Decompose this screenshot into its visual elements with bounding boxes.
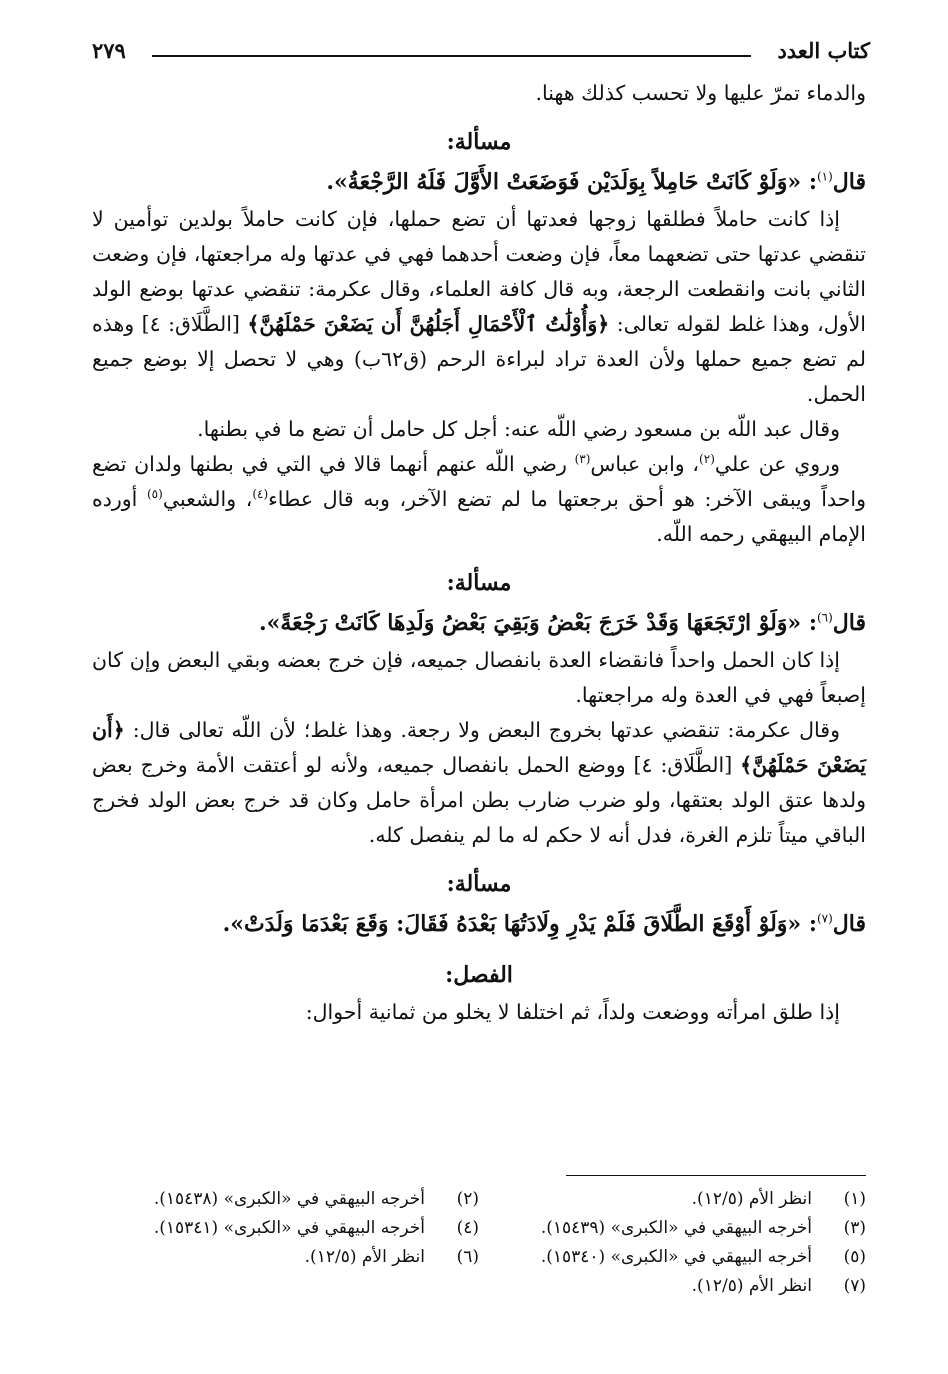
footnote-text: انظر الأم (١٢/٥).: [691, 1276, 812, 1296]
footnote-ref: (٢): [699, 452, 715, 467]
footnote-ref: (٣): [574, 452, 591, 467]
footnote: [479, 1185, 866, 1214]
paragraph-text: إذا كانت حاملاً فطلقها زوجها فعدتها أن تضع حملها، فإن كانت حاملاً بولدين توأمين لا تنقضي عدتها حتى تضعهما معاً، فإن وضعت أحدهما فهي في عدتها وله مراجعتها، فإن وضعت الثاني بانت وانقطعت الرجعة، وبه قال كافة العلماء، وقال عكرمة: تنقضي عدتها بوضع الولد الأول، وهذا غلط لقوله تعالى:: [92, 207, 866, 336]
footnote-text: أخرجه البيهقي في «الكبرى» (١٥٣٤١).: [153, 1218, 425, 1238]
footnote: [479, 1272, 866, 1301]
main-text: [92, 76, 866, 1030]
paragraph-text: ، والشعبي: [162, 487, 253, 511]
footnote-number: (٢): [456, 1189, 479, 1209]
footnote-text: انظر الأم (١٢/٥).: [304, 1247, 425, 1267]
footnote-number: (٣): [843, 1218, 866, 1238]
footnote-number: (٦): [456, 1247, 479, 1267]
paragraph-text: ، وابن عباس: [590, 452, 700, 476]
section-heading-1: مسألة:: [446, 129, 512, 155]
chapter-title: كتاب العدد: [777, 37, 870, 63]
qawl-text: : «وَلَوْ ارْتَجَعَهَا وَقَدْ خَرَجَ بَعْضُ وَبَقِيَ بَعْضُ وَلَدِهَا كَانَتْ رَجْعَةً».: [258, 610, 817, 636]
header-rule: [152, 55, 752, 57]
quoted-statement-3: [92, 904, 866, 944]
footnote-ref: (٧): [816, 911, 833, 926]
intro-line: والدماء تمرّ عليها ولا تحسب كذلك ههنا.: [535, 81, 866, 105]
qawl-prefix: قال: [832, 169, 866, 195]
qawl-text: : «وَلَوْ كَانَتْ حَامِلاً بِوَلَدَيْن فَوَضَعَتْ الأَوَّلَ فَلَهُ الرَّجْعَةُ».: [326, 169, 817, 195]
paragraph: [92, 202, 866, 412]
paragraph: إذا كان الحمل واحداً فانقضاء العدة بانفصال جميعه، فإن خرج بعضه وبقي البعض وإن كان إصبعاً فهي في العدة وله مراجعتها.: [92, 648, 866, 707]
footnote-row: [92, 1243, 866, 1272]
page-number: ٢٧٩: [92, 37, 126, 63]
qawl-prefix: قال: [832, 610, 866, 636]
footnote: [479, 1214, 866, 1243]
quoted-statement-2: [92, 603, 866, 643]
footnote: [92, 1243, 479, 1272]
footnote-number: (٥): [843, 1247, 866, 1267]
paragraph-text: [الطَّلَاق: ٤] وهذه لم تضع جميع حملها ولأن العدة تراد لبراءة الرحم (ق٦٢ب) وهي لا تحصل إلا بوضع جميع الحمل.: [92, 312, 866, 406]
footnote-text: أخرجه البيهقي في «الكبرى» (١٥٤٣٨).: [153, 1189, 425, 1209]
footnote: [92, 1185, 479, 1214]
footnote-row: [92, 1185, 866, 1214]
paragraph-text: [الطَّلَاق: ٤] ووضع الحمل بانفصال جميعه، ولأنه لو أعتقت الأمة وخرج بعض ولدها عتق الولد بعتقها، ولو ضرب ضارب بطن امرأة حامل وكان قد خرج بعض الولد فخرج الباقي ميتاً تلزم الغرة، فدل أنه لا حكم له ما لم ينفصل كله.: [92, 753, 866, 847]
footnote: [92, 1214, 479, 1243]
running-header: [92, 30, 870, 70]
quoted-statement-1: [92, 162, 866, 202]
paragraph: وقال عبد اللّه بن مسعود رضي اللّه عنه: أجل كل حامل أن تضع ما في بطنها.: [197, 417, 840, 441]
section-heading-3: مسألة:: [446, 871, 512, 897]
footnotes: [92, 1185, 866, 1301]
fasl-heading: الفصل:: [445, 962, 513, 988]
quran-verse: ﴿أَن يَضَعْنَ حَمْلَهُنَّ﴾: [92, 718, 866, 777]
footnote-text: أخرجه البيهقي في «الكبرى» (١٥٤٣٩).: [540, 1218, 812, 1238]
footnote-number: (٤): [456, 1218, 479, 1238]
paragraph-text: رضي اللّه عنهم أنهما قالا في التي في بطنها ولدان تضع واحداً ويبقى الآخر: هو أحق برجعتها ما لم تضع الآخر، وبه قال عطاء: [92, 452, 866, 511]
footnote-row: [92, 1214, 866, 1243]
footnote-ref: (٦): [816, 610, 833, 625]
paragraph-text: أورده الإمام البيهقي رحمه اللّه.: [92, 487, 866, 546]
footnote-text: أخرجه البيهقي في «الكبرى» (١٥٣٤٠).: [540, 1247, 812, 1267]
footnote: [479, 1243, 866, 1272]
footnote-number: (٧): [843, 1276, 866, 1296]
paragraph: [92, 713, 866, 853]
paragraph: إذا طلق امرأته ووضعت ولداً، ثم اختلفا لا يخلو من ثمانية أحوال:: [305, 1000, 840, 1024]
qawl-prefix: قال: [832, 911, 866, 937]
footnote-ref: (٥): [146, 487, 163, 502]
footnote-ref: (١): [816, 169, 833, 184]
paragraph-text: وقال عكرمة: تنقضي عدتها بخروج البعض ولا رجعة. وهذا غلط؛ لأن اللّه تعالى قال:: [132, 718, 840, 742]
paragraph: [92, 447, 866, 552]
paragraph-text: وروي عن علي: [714, 452, 840, 476]
footnote-number: (١): [843, 1189, 866, 1209]
qawl-text: : «وَلَوْ أَوْقَعَ الطَّلَاقَ فَلَمْ يَدْرِ وِلَادَتُهَا بَعْدَهُ فَقَالَ: وَقَعَ بَعْدَمَا وَلَدَتْ».: [222, 911, 817, 937]
quran-verse: ﴿وَأُوْلَٰتُ ٱلْأَحْمَالِ أَجَلُهُنَّ أَن يَضَعْنَ حَمْلَهُنَّ﴾: [247, 312, 610, 336]
footnote-ref: (٤): [252, 487, 269, 502]
footnote-text: انظر الأم (١٢/٥).: [691, 1189, 812, 1209]
section-heading-2: مسألة:: [446, 570, 512, 596]
footnote-separator: [566, 1175, 866, 1176]
footnote-row: [92, 1272, 866, 1301]
